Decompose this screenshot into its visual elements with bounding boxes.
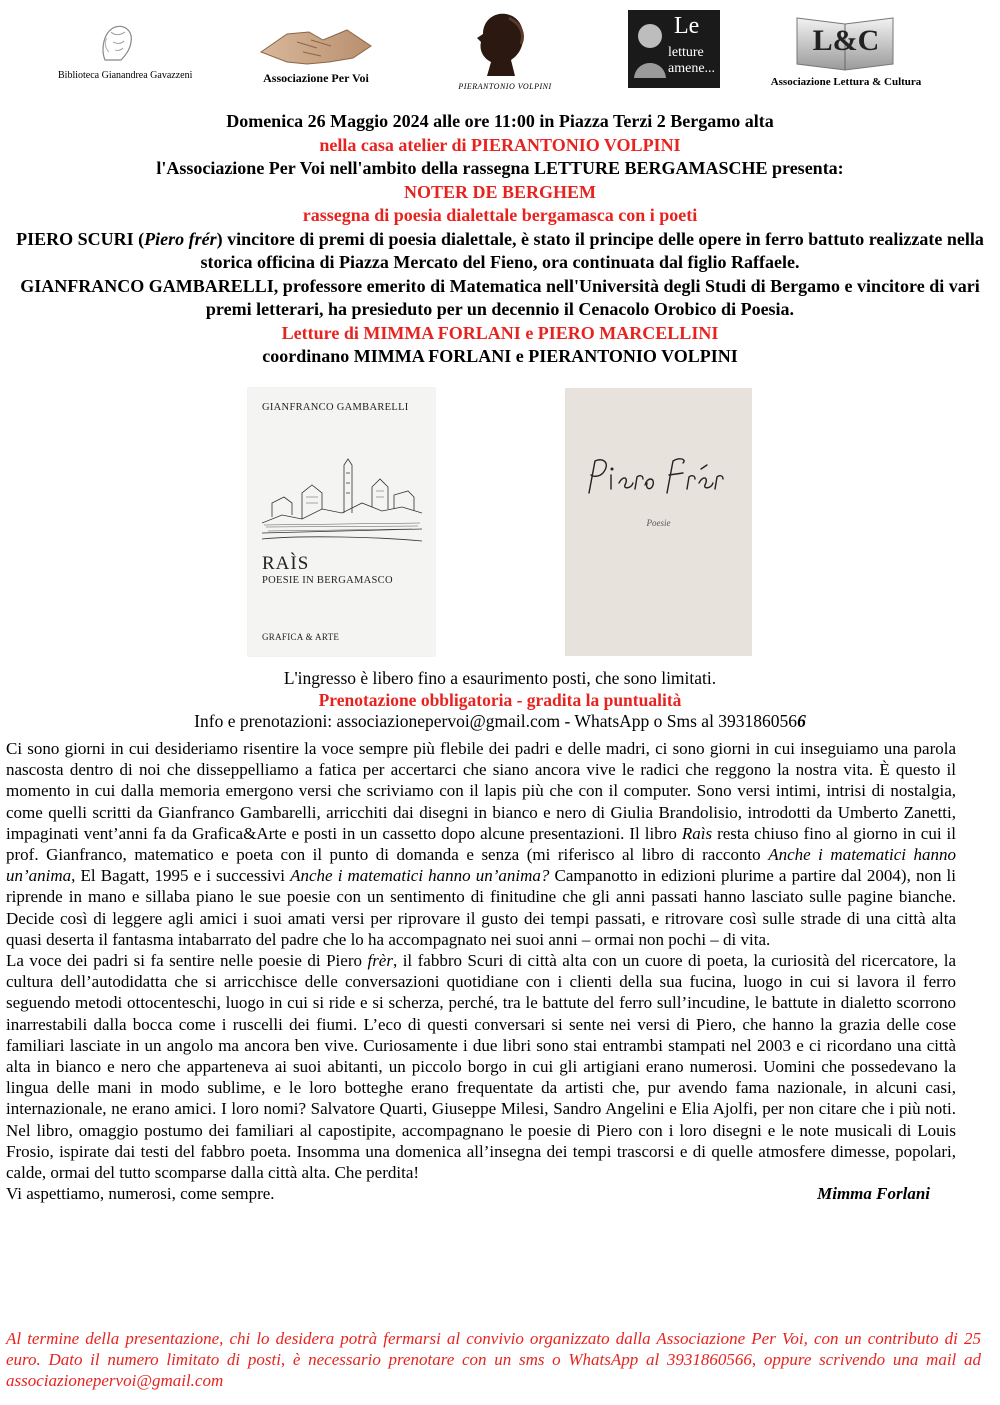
event-subtitle: rassegna di poesia dialettale bergamasca con i poeti (302, 205, 698, 225)
event-date-line: Domenica 26 Maggio 2024 alle ore 11:00 in Piazza Terzi 2 Bergamo alta (226, 111, 774, 131)
handshake-icon (257, 12, 375, 70)
poet1-text: ) vincitore di premi di poesia dialettale, è stato il principe delle opere in ferro battuto realizzate nella storica officina di Piazza Mercato del Fieno, ora continuata dal figlio Raffaele. (200, 228, 984, 272)
readings-line: Letture di MIMMA FORLANI e PIERO MARCELLINI (281, 322, 719, 343)
portrait-icon (91, 20, 143, 62)
letture-amene-mark-le: Le (674, 13, 700, 39)
poet-piero-scuri (0, 228, 1000, 275)
contact-info (0, 711, 1000, 733)
event-title: NOTER DE BERGHEM (403, 181, 597, 202)
booking-required: Prenotazione obbligatoria - gradita la puntualità (318, 689, 682, 710)
contact-text: Info e prenotazioni: associazionepervoi@gmail.com - WhatsApp o Sms al 393186056 (194, 711, 798, 731)
logos-row (0, 0, 1000, 110)
author-signature: Mimma Forlani (817, 1184, 930, 1204)
booking-info (0, 668, 1000, 733)
signature-line (6, 1183, 956, 1204)
coordination-line: coordinano MIMMA FORLANI e PIERANTONIO VOLPINI (262, 346, 738, 366)
logo-letture-amene (628, 10, 720, 88)
open-book-icon (793, 10, 899, 72)
logo-biblioteca-caption: Biblioteca Gianandrea Gavazzeni (58, 70, 193, 81)
poet1-name: PIERO SCURI ( (16, 228, 145, 249)
logo-biblioteca (58, 20, 193, 82)
profile-silhouette-icon (469, 10, 541, 80)
alias-frer: frèr (367, 951, 393, 971)
logo-lettura-cultura-caption: Associazione Lettura & Cultura (770, 76, 922, 88)
poet-gianfranco-gambarelli: GIANFRANCO GAMBARELLI, professore emerito di Matematica nell'Università degli Studi di Bergamo e vincitore di vari premi letterari, ha presieduto per un decennio il Cenacolo Orobico di Poesia. (20, 275, 980, 319)
letture-amene-mark-letture: letture (668, 45, 704, 60)
article-body (6, 738, 956, 1204)
city-sketch-illustration (262, 453, 422, 545)
book2-subtitle: Poesie (646, 518, 671, 528)
book1-subtitle: POESIE IN BERGAMASCO (262, 575, 393, 586)
lc-mark: L&C (812, 24, 880, 57)
logo-pierantonio-volpini (450, 10, 560, 93)
book1-publisher: GRAFICA & ARTE (262, 632, 340, 642)
article-paragraph-1: Ci sono giorni in cui desideriamo risentire la voce sempre più flebile dei padri e delle madri, ci sono giorni in cui inseguiamo una parola nascosta dentro di noi che disseppelliamo a fatica per accertarci che siano ancora vive le radici che reggono la nostra vita. È questo il momento in cui dalla memoria emergono versi che scriviamo con il lapis più che con il computer. Sono versi intimi, intrisi di nostalgia, come quelli scritti da Gianfranco Gambarelli, arricchiti dai disegni in bianco e nero di Giulia Brandolisio, introdotti da Umberto Zanetti, impaginati vent’anni fa da Grafica&Arte e posti in un cassetto dopo alcune presentazioni. Il libro Raìs resta chiuso fino al giorno in cui il prof. Gianfranco, matematico e poeta con il punto di domanda e senza (mi riferisco al libro di racconto Anche i matematici hanno un’anima, El Bagatt, 1995 e i successivi Anche i matematici hanno un’anima? Campanotto in edizioni plurime a partire dal 2004), non li riprende in mano e sillaba piano le sue poesie con un sentimento di finitudine che gli anni passati hanno lasciato sulle pagine bianche. Decide così di leggere agli amici i suoi amati versi per riprovare il gusto dei tempi passati, e ritrovare così sulle strade di una città alta quasi deserta il fantasma intabarrato del padre che lo ha accompagnato nei suoi anni – ormai non pochi – di vita. (6, 739, 957, 949)
book-cover-rais (248, 388, 435, 656)
logo-associazione-per-voi-caption: Associazione Per Voi (263, 71, 369, 85)
event-header (0, 110, 1000, 369)
logo-volpini-caption: PIERANTONIO VOLPINI (458, 82, 552, 91)
book1-author: GIANFRANCO GAMBARELLI (262, 402, 409, 413)
book-title-rais: Raìs (681, 823, 713, 843)
book-cover-piero-frer (565, 388, 752, 656)
article-paragraph-2: La voce dei padri si fa sentire nelle poesie di Piero frèr, il fabbro Scuri di città alta con un cuore di poeta, la curiosità del ricercatore, la cultura dell’autodidatta che si arricchisce delle conversazioni quotidiane con i clienti della sua fucina, luogo in cui si lavora il ferro seguendo metodi ottocenteschi, luogo in cui si ride e si scherza, perché, tra le battute del ferro sull’incudine, le battute in dialetto scorrono inarrestabili dalla bocca come i ruscelli dei fiumi. L’eco di questi conversari si sente nei versi di Piero, che hanno la grazia delle cose familiari lasciate in un angolo ma ancora ben vive. Curiosamente i due libri sono stai entrambi stampati nel 2003 e ci ricordano una città alta in bianco e nero che apparteneva ai suoi abitanti, un piccolo borgo in cui gli artigiani erano numerosi. Uomini che possedevano la lingua delle mani in modo sublime, e le loro botteghe erano frequentate da artisti che, pur avendo fama nazionale, in alcuni casi, internazionale, ne erano amici. I loro nomi? Salvatore Quarti, Giuseppe Milesi, Sandro Angelini e Elia Ajolfi, per non citare che i più noti. Nel libro, omaggio postumo dei familiari al capostipite, accompagnano le poesie di Piero con i loro disegni e le note musicali di Louis Frosio, ispirate dai testi del fabbro poeta. Insomma una domenica all’insegna dei tempi trascorsi e di quelle atmosfere dimesse, popolari, calde, ormai del tutto scomparse dalla città alta. Che perdita! (6, 951, 956, 1183)
book-title-matematici: Anche i matematici hanno un’anima (6, 845, 956, 886)
entry-info: L'ingresso è libero fino a esaurimento posti, che sono limitati. (283, 668, 717, 688)
handwritten-signature (583, 453, 733, 501)
reader-portrait-icon (630, 18, 670, 80)
book1-title: RAÌS (262, 553, 310, 574)
closing-note: Al termine della presentazione, chi lo desidera potrà fermarsi al convivio organizzato dalla Associazione Per Voi, con un contributo di 25 euro. Dato il numero limitato di posti, è necessario prenotare con un sms o WhatsApp al 3931860566, oppure scrivendo una mail ad associazionepervoi@gmail.com (6, 1329, 981, 1391)
letture-amene-mark-amene: amene... (668, 61, 716, 76)
poet1-alias: Piero frér (144, 228, 217, 249)
closing-greeting: Vi aspettiamo, numerosi, come sempre. (6, 1184, 275, 1204)
logo-lettura-cultura (758, 10, 934, 88)
event-presenter-line: l'Associazione Per Voi nell'ambito della rassegna LETTURE BERGAMASCHE presenta: (156, 158, 844, 178)
contact-last-digit: 6 (797, 711, 806, 731)
event-venue-line: nella casa atelier di PIERANTONIO VOLPINI (319, 134, 681, 155)
book-title-matematici-2: Anche i matematici hanno un’anima? (290, 866, 550, 886)
logo-associazione-per-voi (236, 12, 396, 84)
